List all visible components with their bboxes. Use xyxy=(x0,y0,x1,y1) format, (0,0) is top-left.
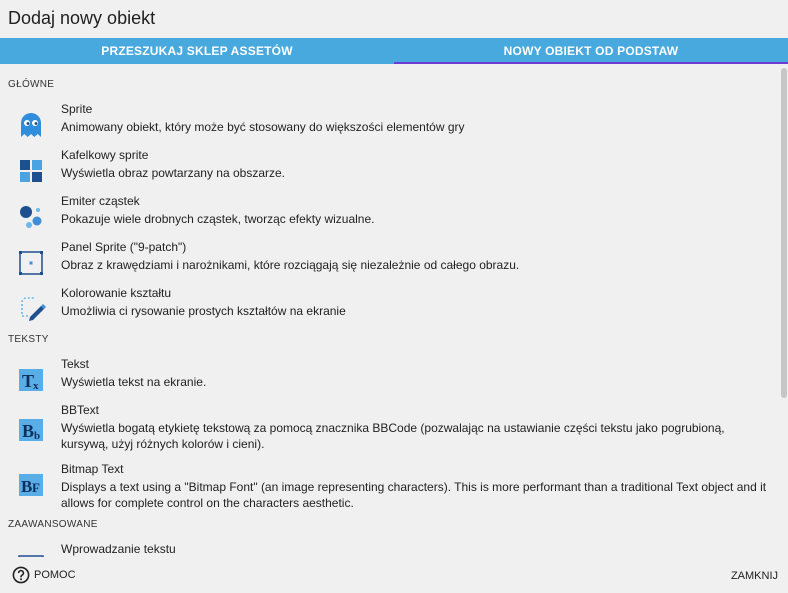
item-name: BBText xyxy=(61,403,100,417)
help-label: POMOC xyxy=(34,569,76,581)
item-description: Displays a text using a "Bitmap Font" (an image representing characters). This is more performant than a traditional Text object and it allows for complete control on the characters aesthetic. xyxy=(61,480,767,510)
item-name: Kolorowanie kształtu xyxy=(61,286,172,300)
svg-text:x: x xyxy=(33,380,39,392)
section-header-main: GŁÓWNE xyxy=(8,79,55,90)
nine-patch-icon xyxy=(16,248,46,278)
item-description: Wyświetla obraz powtarzany na obszarze. xyxy=(61,166,285,180)
svg-text:B: B xyxy=(21,477,33,496)
particles-icon xyxy=(16,202,46,232)
item-description: Obraz z krawędziami i narożnikami, które rozciągają się niezależnie od całego obrazu. xyxy=(61,258,520,272)
dialog-footer xyxy=(0,557,788,593)
bbtext-icon xyxy=(16,415,46,445)
tab-asset-store[interactable]: PRZESZUKAJ SKLEP ASSETÓW xyxy=(101,44,293,58)
tab-bar xyxy=(0,38,788,64)
svg-text:T: T xyxy=(22,371,35,391)
dialog-title: Dodaj nowy obiekt xyxy=(8,8,156,28)
close-button[interactable]: ZAMKNIJ xyxy=(730,570,778,582)
text-input-icon xyxy=(16,550,46,557)
scrollbar-thumb[interactable] xyxy=(781,68,787,398)
item-name: Tekst xyxy=(61,357,90,371)
svg-text:F: F xyxy=(32,480,40,495)
item-name: Emiter cząstek xyxy=(61,194,140,208)
list-item-text-input[interactable] xyxy=(0,540,778,557)
list-item-particle-emitter[interactable] xyxy=(0,192,778,238)
pencil-shape-icon xyxy=(16,294,46,324)
list-item-bitmap-text[interactable] xyxy=(0,460,778,520)
item-description: Umożliwia ci rysowanie prostych kształtów na ekranie xyxy=(61,304,346,318)
text-icon xyxy=(16,365,46,395)
list-item-panel-sprite[interactable] xyxy=(0,238,778,284)
item-description: Animowany obiekt, który może być stosowany do większości elementów gry xyxy=(61,120,465,134)
list-item-bbtext[interactable] xyxy=(0,401,778,461)
section-header-texts: TEKSTY xyxy=(8,334,49,345)
list-scrollbar[interactable] xyxy=(780,64,788,557)
help-circle-icon xyxy=(12,566,30,584)
list-item-text[interactable] xyxy=(0,355,778,401)
object-list xyxy=(0,64,788,557)
list-item-sprite[interactable] xyxy=(0,100,778,146)
svg-text:B: B xyxy=(22,421,35,441)
section-header-advanced: ZAAWANSOWANE xyxy=(8,519,98,530)
item-name: Wprowadzanie tekstu xyxy=(61,542,176,556)
ghost-icon xyxy=(16,110,46,140)
item-description: Pokazuje wiele drobnych cząstek, tworząc efekty wizualne. xyxy=(61,212,375,226)
item-name: Panel Sprite ("9-patch") xyxy=(61,240,187,254)
item-name: Kafelkowy sprite xyxy=(61,148,149,162)
item-name: Bitmap Text xyxy=(61,462,124,476)
tab-new-object[interactable]: NOWY OBIEKT OD PODSTAW xyxy=(394,38,788,64)
item-description: Wyświetla tekst na ekranie. xyxy=(61,375,207,389)
item-description: Wyświetla bogatą etykietę tekstową za pomocą znacznika BBCode (pozwalając na ustawianie części tekstu jako pogrubioną, kursywą, użyj różnych kolorów i cieni). xyxy=(61,421,725,451)
help-button[interactable] xyxy=(12,566,76,584)
bitmap-text-icon xyxy=(16,470,46,500)
tiles-icon xyxy=(16,156,46,186)
svg-text:b: b xyxy=(34,430,41,442)
list-item-shape-painter[interactable] xyxy=(0,284,778,330)
item-name: Sprite xyxy=(61,102,93,116)
list-item-tiled-sprite[interactable] xyxy=(0,146,778,192)
